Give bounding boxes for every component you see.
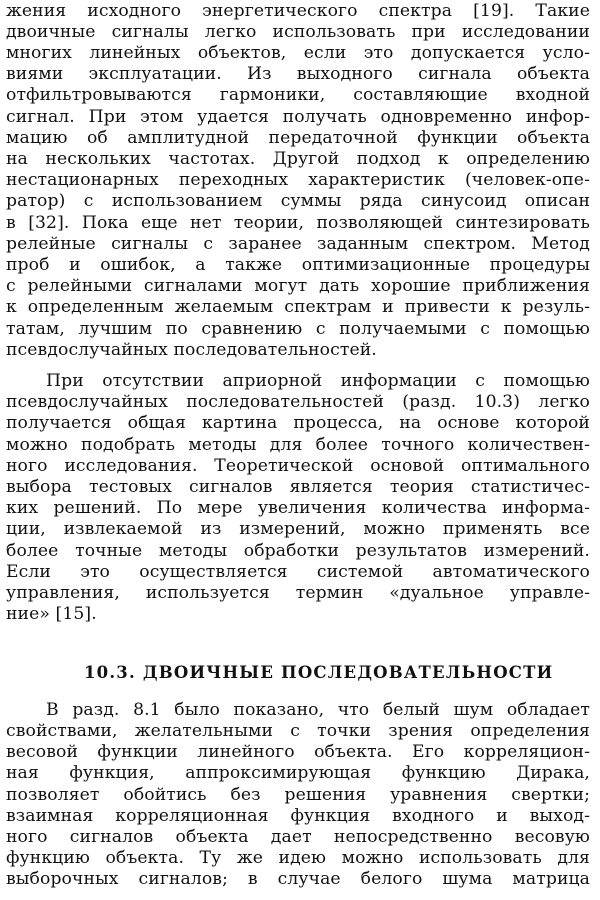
text-line: выборочных сигналов; в случае белого шума матрица bbox=[6, 869, 590, 889]
text-line: сигнал. При этом удается получать одновременно инфор- bbox=[6, 107, 590, 127]
text-line: выбора тестовых сигналов является теория статистичес- bbox=[6, 477, 590, 497]
text-line: взаимная корреляционная функция входного и выход- bbox=[6, 806, 590, 826]
text-line: ратор) с использованием суммы ряда синусоид описан bbox=[6, 191, 590, 211]
text-line: весовой функции линейного объекта. Его корреляцион- bbox=[6, 742, 590, 762]
text-line: ного исследования. Теоретической основой оптимального bbox=[6, 456, 590, 476]
text-line: можно подобрать методы для более точного количествен- bbox=[6, 435, 590, 455]
text-line: виями эксплуатации. Из выходного сигнала объекта bbox=[6, 64, 590, 84]
text-line: ние» [15]. bbox=[6, 604, 97, 624]
text-line: свойствами, желательными с точки зрения определения bbox=[6, 721, 590, 741]
text-line: к определенным желаемым спектрам и привести к резуль- bbox=[6, 297, 590, 317]
text-line: При отсутствии априорной информации с помощью bbox=[46, 371, 590, 391]
text-line: отфильтровываются гармоники, составляющие входной bbox=[6, 85, 590, 105]
text-line: позволяет обойтись без решения уравнения свертки; bbox=[6, 785, 590, 805]
text-line: релейные сигналы с заранее заданным спектром. Метод bbox=[6, 234, 590, 254]
text-line: нестационарных переходных характеристик (человек-опе- bbox=[6, 170, 590, 190]
text-line: ная функция, аппроксимирующая функцию Дирака, bbox=[6, 763, 590, 783]
text-line: ких решений. По мере увеличения количества информа- bbox=[6, 498, 590, 518]
text-line: ции, извлекаемой из измерений, можно применять все bbox=[6, 519, 590, 539]
text-line: многих линейных объектов, если это допускается усло- bbox=[6, 43, 590, 63]
text-line: в [32]. Пока еще нет теории, позволяющей синтезировать bbox=[6, 213, 590, 233]
text-line: управления, используется термин «дуальное управле- bbox=[6, 583, 590, 603]
text-line: проб и ошибок, а также оптимизационные процедуры bbox=[6, 255, 590, 275]
text-line: ного сигналов объекта дает непосредственно весовую bbox=[6, 827, 590, 847]
text-line: псевдослучайных последовательностей. bbox=[6, 340, 377, 360]
text-line: Если это осуществляется системой автоматического bbox=[6, 562, 590, 582]
text-line: функцию объекта. Ту же идею можно использовать для bbox=[6, 848, 590, 868]
text-line: двоичные сигналы легко использовать при исследовании bbox=[6, 22, 590, 42]
text-line: получается общая картина процесса, на основе которой bbox=[6, 413, 590, 433]
text-line: татам, лучшим по сравнению с получаемыми с помощью bbox=[6, 319, 590, 339]
text-line: более точные методы обработки результатов измерений. bbox=[6, 541, 590, 561]
text-line: на нескольких частотах. Другой подход к определению bbox=[6, 149, 590, 169]
text-line: псевдослучайных последовательностей (разд. 10.3) легко bbox=[6, 392, 590, 412]
text-line: жения исходного энергетического спектра [19]. Такие bbox=[6, 1, 590, 21]
text-line: с релейными сигналами могут дать хорошие приближения bbox=[6, 276, 590, 296]
text-line: В разд. 8.1 было показано, что белый шум обладает bbox=[46, 700, 590, 720]
section-heading: 10.3. ДВОИЧНЫЕ ПОСЛЕДОВАТЕЛЬНОСТИ bbox=[84, 663, 554, 682]
text-line: мацию об амплитудной передаточной функции объекта bbox=[6, 128, 590, 148]
